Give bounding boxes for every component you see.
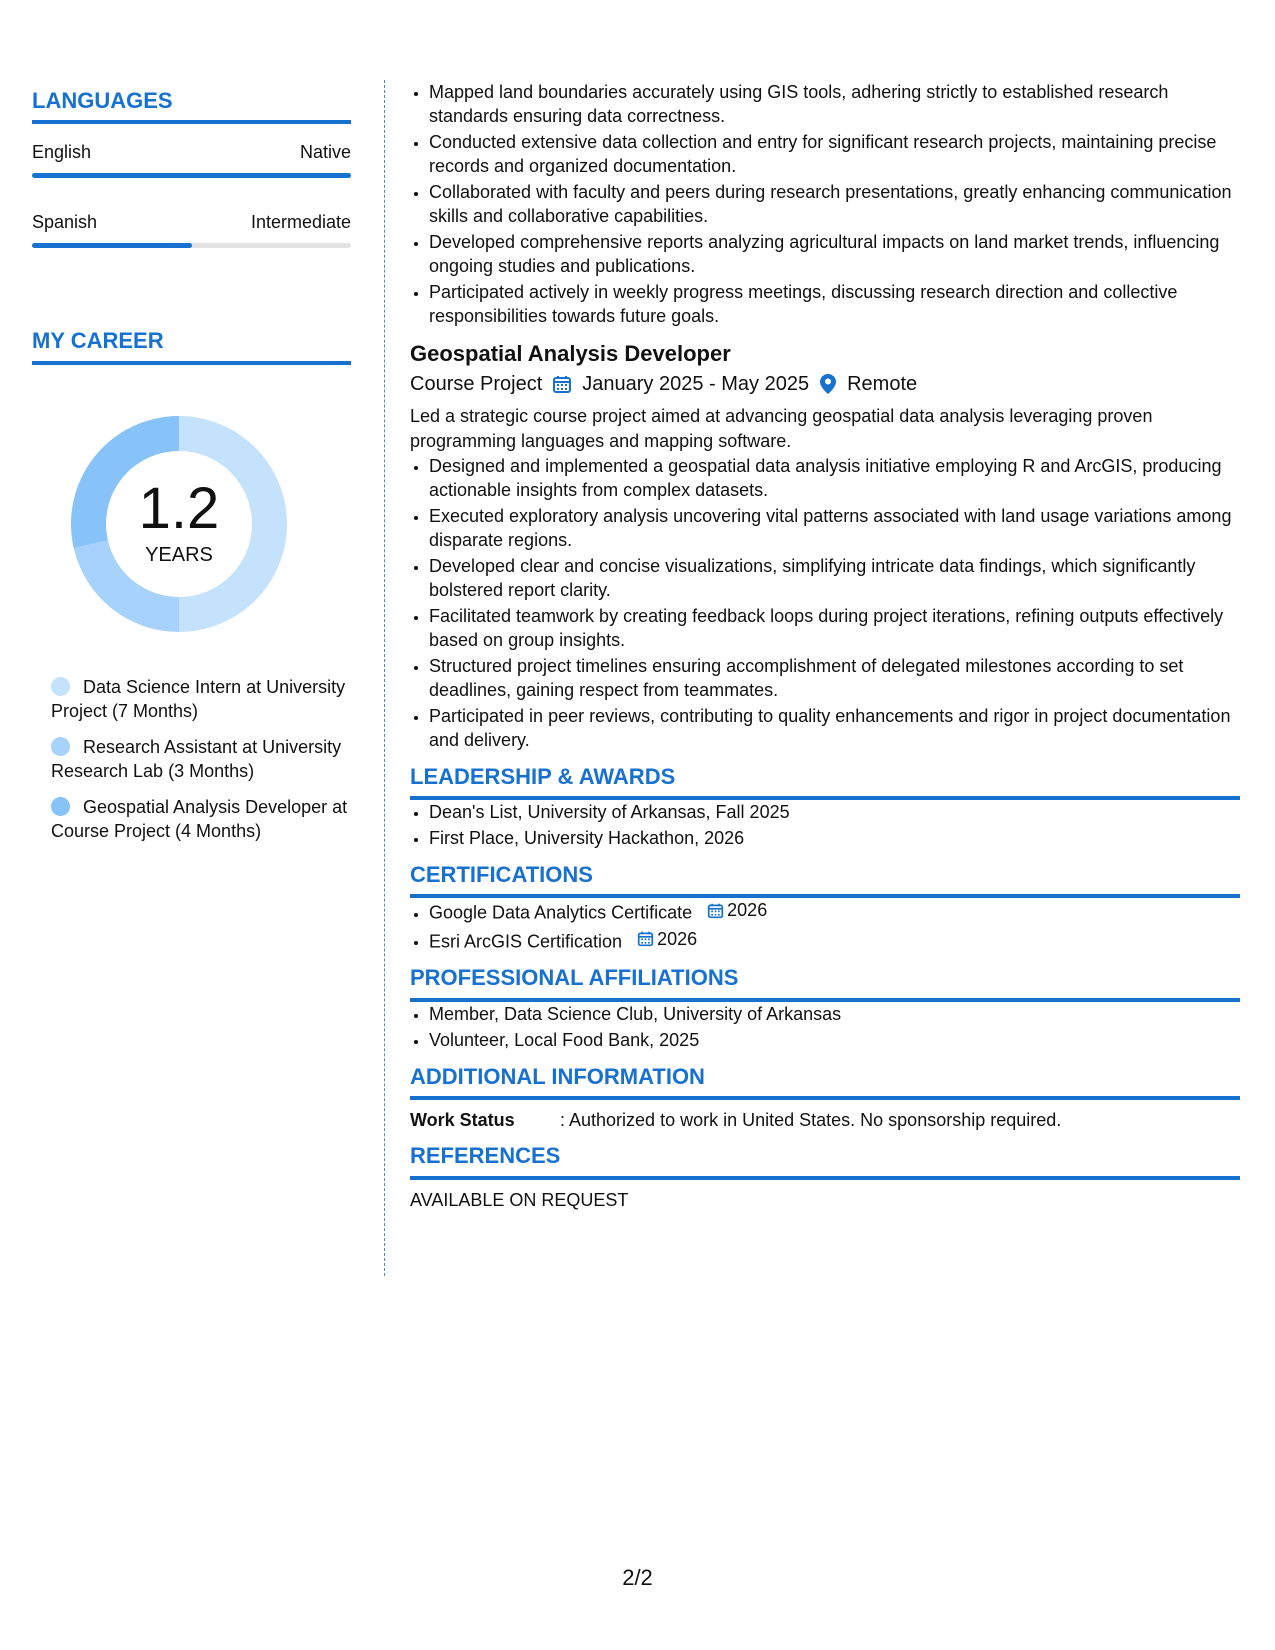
certification-year: 2026 bbox=[727, 900, 768, 921]
languages-title: LANGUAGES bbox=[32, 88, 351, 124]
affiliation-item: • Volunteer, Local Food Bank, 2025 bbox=[429, 1028, 1240, 1052]
calendar-icon bbox=[637, 930, 654, 947]
certifications-list bbox=[410, 898, 1240, 953]
right-column bbox=[410, 80, 1240, 1211]
legend-dot bbox=[51, 677, 70, 696]
language-bar bbox=[32, 173, 351, 178]
job-title: Geospatial Analysis Developer bbox=[410, 341, 731, 366]
career-unit: YEARS bbox=[145, 544, 213, 567]
bullet-item: • Developed comprehensive reports analyzing agricultural impacts on land market trends, influencing ongoing studies and publications. bbox=[429, 230, 1240, 278]
calendar-icon bbox=[552, 374, 572, 394]
certifications-title: CERTIFICATIONS bbox=[410, 862, 1240, 898]
leadership-item: • First Place, University Hackathon, 2026 bbox=[429, 826, 1240, 850]
language-bar-fill bbox=[32, 243, 192, 248]
job-dates: January 2025 - May 2025 bbox=[582, 372, 810, 395]
leadership-list bbox=[410, 800, 1240, 850]
career-legend-text: Geospatial Analysis Developer at Course Project (4 Months) bbox=[51, 796, 348, 841]
bullet-item: • Structured project timelines ensuring accomplishment of delegated milestones according to set deadlines, gaining respect from teammates. bbox=[429, 654, 1240, 702]
bullet-item: • Mapped land boundaries accurately using GIS tools, adhering strictly to established research standards ensuring data correctness. bbox=[429, 80, 1240, 128]
job-location: Remote bbox=[847, 372, 918, 395]
work-status-value: : Authorized to work in United States. No sponsorship required. bbox=[560, 1110, 1062, 1131]
leadership-title: LEADERSHIP & AWARDS bbox=[410, 764, 1240, 800]
career-total: 1.2 bbox=[138, 476, 220, 542]
work-status-label: Work Status bbox=[410, 1110, 515, 1131]
certification-item bbox=[429, 898, 1240, 925]
career-legend-item bbox=[51, 735, 351, 783]
career-legend-item bbox=[51, 795, 351, 843]
language-item bbox=[32, 142, 351, 178]
language-name: Spanish bbox=[32, 212, 98, 233]
language-item bbox=[32, 212, 351, 248]
left-column bbox=[32, 88, 351, 855]
career-title: MY CAREER bbox=[32, 328, 351, 364]
language-level: Native bbox=[299, 142, 351, 163]
references-title: REFERENCES bbox=[410, 1143, 1240, 1179]
certification-item bbox=[429, 927, 1240, 954]
bullet-item: • Participated in peer reviews, contributing to quality enhancements and rigor in project documentation and delivery. bbox=[429, 704, 1240, 752]
language-name: English bbox=[32, 142, 92, 163]
bullet-item: • Participated actively in weekly progress meetings, discussing research direction and collective responsibilities towards future goals. bbox=[429, 280, 1240, 328]
career-donut bbox=[64, 409, 294, 639]
job-company: Course Project bbox=[410, 372, 543, 395]
calendar-icon bbox=[707, 902, 724, 919]
prev-job-bullets bbox=[410, 80, 1240, 328]
bullet-item: • Conducted extensive data collection and entry for significant research projects, maintaining precise records and organized documentation. bbox=[429, 130, 1240, 178]
career-legend bbox=[32, 675, 351, 843]
certification-year: 2026 bbox=[657, 928, 698, 949]
affiliations-list bbox=[410, 1002, 1240, 1052]
bullet-item: • Developed clear and concise visualizations, simplifying intricate data findings, which significantly bolstered report clarity. bbox=[429, 554, 1240, 602]
affiliations-title: PROFESSIONAL AFFILIATIONS bbox=[410, 965, 1240, 1001]
legend-dot bbox=[51, 797, 70, 816]
career-legend-item bbox=[51, 675, 351, 723]
page-number: 2/2 bbox=[622, 1565, 653, 1590]
job-meta bbox=[410, 373, 1240, 396]
affiliation-item: • Member, Data Science Club, University of Arkansas bbox=[429, 1002, 1240, 1026]
additional-info-title: ADDITIONAL INFORMATION bbox=[410, 1064, 1240, 1100]
column-divider bbox=[384, 80, 385, 1276]
language-bar bbox=[32, 243, 351, 248]
certification-name: Google Data Analytics Certificate bbox=[429, 902, 693, 923]
bullet-item: • Designed and implemented a geospatial data analysis initiative employing R and ArcGIS, producing actionable insights from complex datasets. bbox=[429, 454, 1240, 502]
career-legend-text: Research Assistant at University Research Lab (3 Months) bbox=[51, 736, 342, 781]
bullet-item: • Executed exploratory analysis uncovering vital patterns associated with land usage variations among disparate regions. bbox=[429, 504, 1240, 552]
career-legend-text: Data Science Intern at University Project (7 Months) bbox=[51, 676, 346, 721]
location-pin-icon bbox=[819, 373, 837, 395]
legend-dot bbox=[51, 737, 70, 756]
leadership-item: • Dean's List, University of Arkansas, Fall 2025 bbox=[429, 800, 1240, 824]
language-level: Intermediate bbox=[250, 212, 351, 233]
job-description: Led a strategic course project aimed at advancing geospatial data analysis leveraging proven programming languages and mapping software. bbox=[410, 405, 1153, 451]
bullet-item: • Facilitated teamwork by creating feedback loops during project iterations, refining outputs effectively based on group insights. bbox=[429, 604, 1240, 652]
language-bar-fill bbox=[32, 173, 351, 178]
job-bullets bbox=[410, 454, 1240, 752]
references-text: AVAILABLE ON REQUEST bbox=[410, 1189, 629, 1210]
certification-name: Esri ArcGIS Certification bbox=[429, 931, 623, 952]
bullet-item: • Collaborated with faculty and peers during research presentations, greatly enhancing communication skills and collaborative capabilities. bbox=[429, 180, 1240, 228]
work-status-row bbox=[410, 1110, 1240, 1131]
